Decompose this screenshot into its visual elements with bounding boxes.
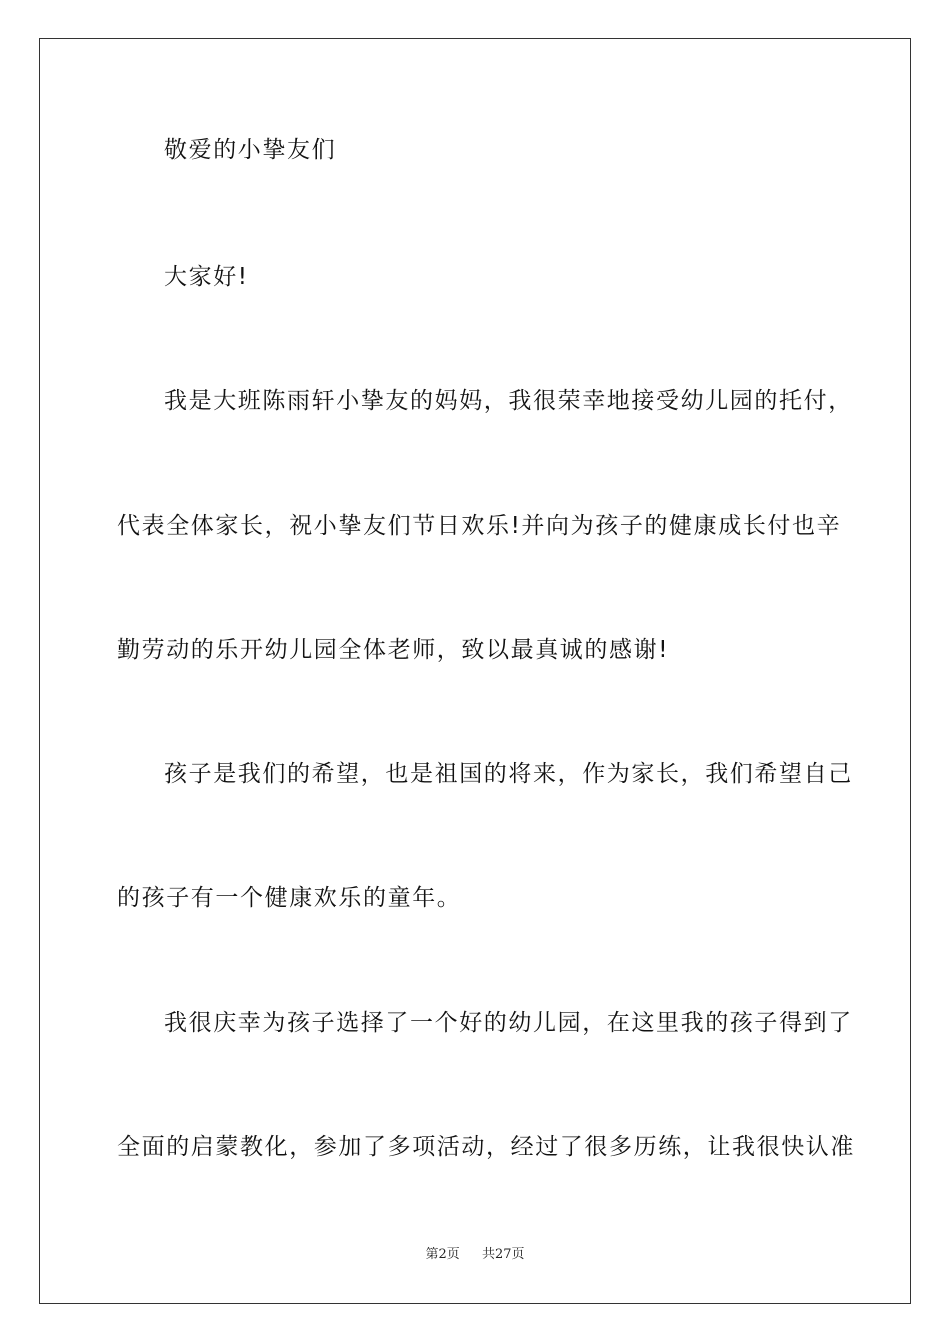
page-number-current: 第2页 bbox=[425, 1247, 460, 1262]
page-border bbox=[39, 38, 911, 1304]
paragraph-1-line-2: 代表全体家长，祝小挚友们节日欢乐!并向为孩子的健康成长付也辛 bbox=[117, 513, 842, 539]
paragraph-2-line-2: 的孩子有一个健康欢乐的童年。 bbox=[117, 885, 462, 911]
paragraph-1-line-3: 勤劳动的乐开幼儿园全体老师，致以最真诚的感谢! bbox=[117, 637, 670, 663]
paragraph-1-line-1: 我是大班陈雨轩小挚友的妈妈，我很荣幸地接受幼儿园的托付， bbox=[164, 388, 853, 414]
greeting-line: 敬爱的小挚友们 bbox=[164, 137, 337, 163]
salutation-line: 大家好! bbox=[164, 264, 249, 290]
page-number-total: 共27页 bbox=[482, 1247, 525, 1262]
paragraph-3-line-1: 我很庆幸为孩子选择了一个好的幼儿园，在这里我的孩子得到了 bbox=[164, 1010, 853, 1036]
paragraph-2-line-1: 孩子是我们的希望，也是祖国的将来，作为家长，我们希望自己 bbox=[164, 761, 853, 787]
page-footer bbox=[0, 1246, 950, 1264]
paragraph-3-line-2: 全面的启蒙教化，参加了多项活动，经过了很多历练，让我很快认准 bbox=[117, 1134, 855, 1160]
